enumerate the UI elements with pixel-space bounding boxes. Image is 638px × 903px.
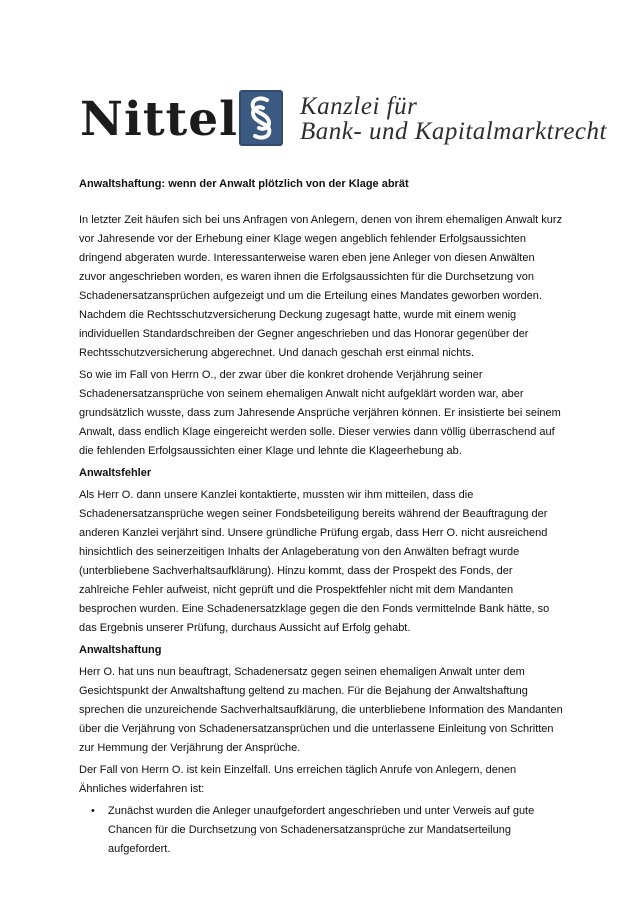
- bullet-list: [79, 802, 564, 859]
- logo-tagline-line-2: Bank- und Kapitalmarktrecht: [300, 118, 607, 145]
- section-heading-anwaltshaftung: Anwaltshaftung: [79, 644, 162, 656]
- logo-tagline-line-1: Kanzlei für: [300, 93, 418, 120]
- intro-paragraph-2: So wie im Fall von Herrn O., der zwar über die konkret drohende Verjährung seiner Schadenersatzansprüche von seinem ehemaligen Anwalt nicht aufgeklärt worden war, aber grundsätzlich wusste, dass zum Jahresende Ansprüche verjähren können. Er insistierte bei seinem Anwalt, dass endlich Klage eingereicht werden solle. Dieser verwies dann völlig überraschend auf die fehlenden Erfolgsaussichten einer Klage und lehnte die Klageerhebung ab.: [79, 369, 561, 457]
- law-firm-logo: [76, 90, 607, 152]
- section-2-paragraph-2: Der Fall von Herrn O. ist kein Einzelfall. Uns erreichen täglich Anrufe von Anlegern, denen Ähnliches widerfahren ist:: [79, 764, 517, 795]
- section-sign-logo-icon: [239, 90, 283, 146]
- logo-tagline: [300, 94, 607, 144]
- section-1-paragraph: Als Herr O. dann unsere Kanzlei kontaktierte, mussten wir ihm mitteilen, dass die Schadenersatzansprüche wegen seiner Fondsbeteiligung bereits während der Beauftragung der anderen Kanzlei verjährt sind. Unsere gründliche Prüfung ergab, dass Herr O. nicht ausreichend hinsichtlich des seinerzeitigen Inhalts der Anlageberatung von den Anwälten befragt wurde (unterbliebene Sachverhaltsaufklärung). Hinzu kommt, dass der Prospekt des Fonds, der zahlreiche Fehler aufweist, nicht geprüft und die Prospektfehler nicht mit dem Mandanten besprochen wurden. Eine Schadenersatzklage gegen die den Fonds vermittelnde Bank hätte, so das Ergebnis unserer Prüfung, durchaus Aussicht auf Erfolg gehabt.: [79, 489, 550, 634]
- bullet-item: • Zunächst wurden die Anleger unaufgefordert angeschrieben und unter Verweis auf gute Chancen für die Durchsetzung von Schadenersatzansprüche zur Mandatserteilung aufgefordert.: [108, 802, 564, 859]
- logo-wordmark: Nittel: [80, 92, 238, 147]
- intro-paragraph-1: In letzter Zeit häufen sich bei uns Anfragen von Anlegern, denen von ihrem ehemaligen Anwalt kurz vor Jahresende vor der Erhebung einer Klage wegen angeblich fehlender Erfolgsaussichten dringend abgeraten wurde. Interessanterweise waren eben jene Anleger von diesen Anwälten zuvor angeschrieben worden, es waren ihnen die Erfolgsaussichten für die Durchsetzung von Schadenersatzansprüchen aufgezeigt und um die Erteilung eines Mandates geworben worden. Nachdem die Rechtsschutzversicherung Deckung zugesagt hatte, wurde mit einem wenig individuellen Standardschreiben der Gegner angeschrieben und das Honorar gegenüber der Rechtsschutzversicherung abgerechnet. Und danach geschah erst einmal nichts.: [79, 214, 563, 359]
- document-body: [79, 175, 564, 859]
- section-2-paragraph-1: Herr O. hat uns nun beauftragt, Schadenersatz gegen seinen ehemaligen Anwalt unter dem Gesichtspunkt der Anwaltshaftung geltend zu machen. Für die Bejahung der Anwaltshaftung sprechen die unzureichende Sachverhaltsaufklärung, die unterbliebene Information des Mandanten über die Verjährung von Schadenersatzansprüchen und die unterlassene Einleitung von Schritten zur Hemmung der Verjährung der Ansprüche.: [79, 666, 563, 754]
- section-heading-anwaltsfehler: Anwaltsfehler: [79, 467, 152, 479]
- document-title: Anwaltshaftung: wenn der Anwalt plötzlich von der Klage abrät: [79, 178, 409, 190]
